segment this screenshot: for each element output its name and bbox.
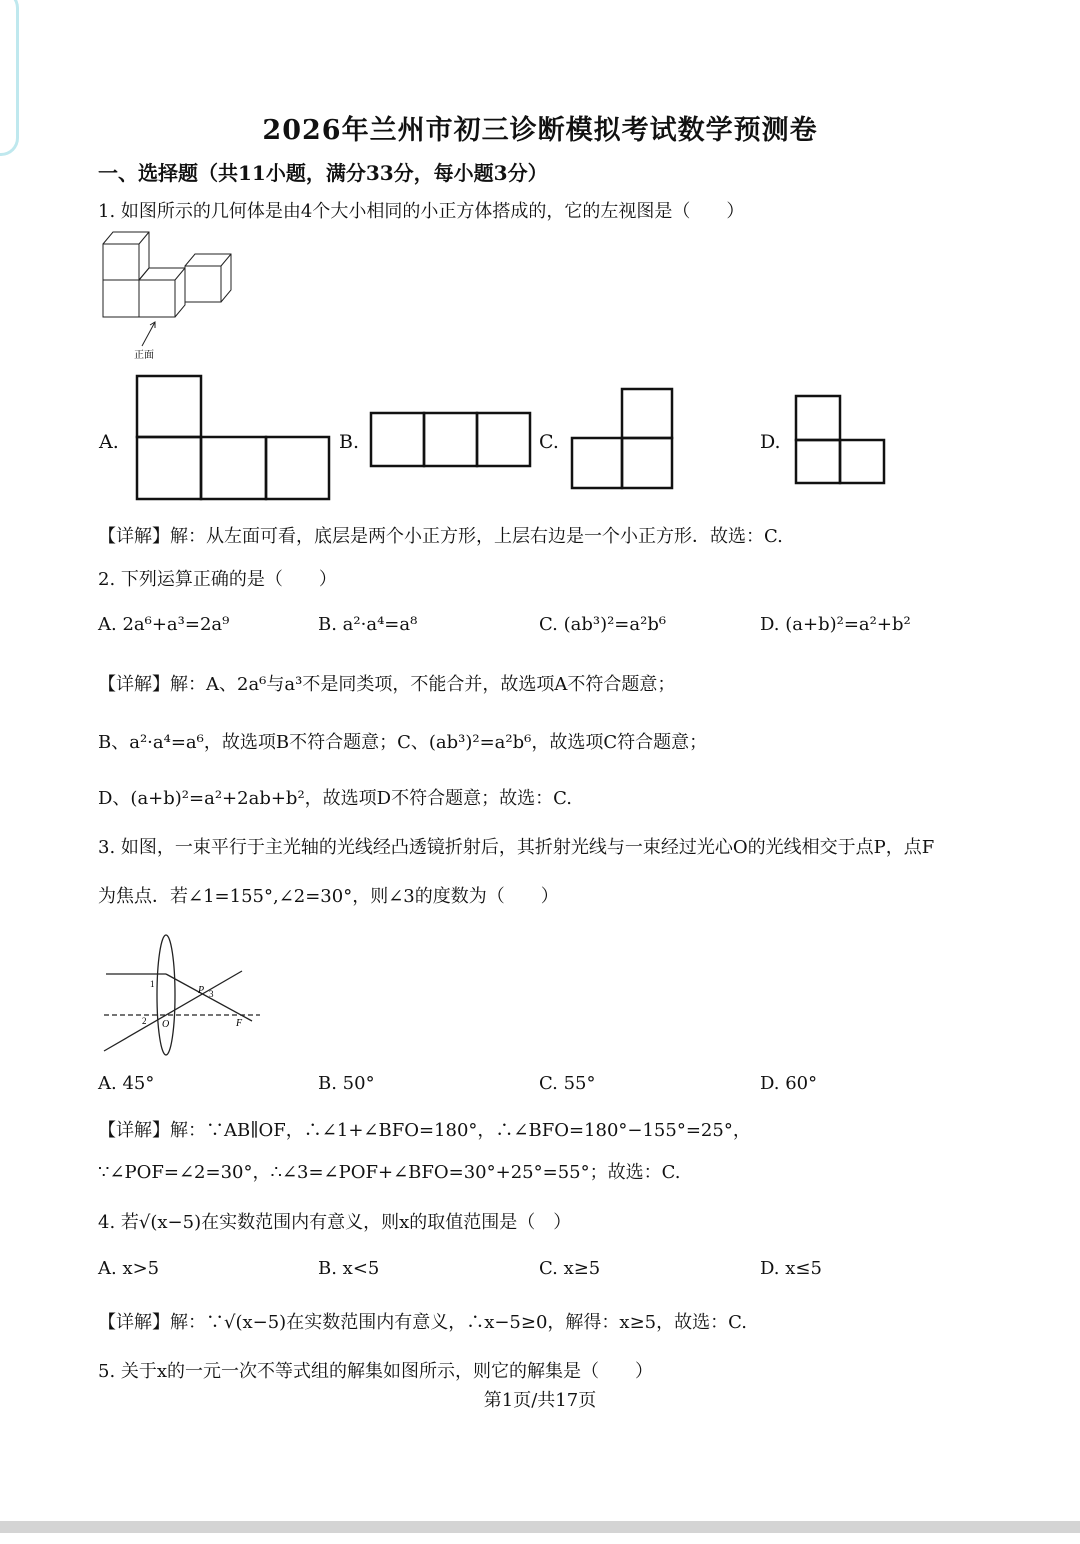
q3-solution-line-2: ∵∠POF=∠2=30°，∴∠3=∠POF+∠BFO=30°+25°=55°；故选：C. (98, 1162, 681, 1183)
q4-option-d: D. x≤5 (760, 1258, 822, 1279)
q3-label-3: 3 (209, 989, 214, 999)
q4-option-a: A. x>5 (98, 1258, 160, 1279)
q3-option-b: B. 50° (318, 1073, 375, 1094)
q2-stem: 2. 下列运算正确的是（ ） (98, 569, 337, 590)
q4-solution: 【详解】解：∵√(x−5)在实数范围内有意义，∴x−5≥0，解得：x≥5，故选：C. (98, 1312, 747, 1333)
q3-option-d: D. 60° (760, 1073, 818, 1094)
q5-stem: 5. 关于x的一元一次不等式组的解集如图所示，则它的解集是（ ） (98, 1361, 654, 1382)
q1-cube-figure (98, 228, 238, 363)
q2-option-b: B. a²·a⁴=a⁸ (318, 614, 418, 635)
q4-option-b: B. x<5 (318, 1258, 380, 1279)
q1-option-b-label: B. (339, 431, 360, 453)
page-title: 2026年兰州市初三诊断模拟考试数学预测卷 (262, 115, 818, 146)
q3-option-a: A. 45° (98, 1073, 155, 1094)
q3-label-p: P (198, 985, 205, 996)
q1-option-c-label: C. (539, 431, 559, 453)
q3-label-1: 1 (150, 979, 155, 989)
q1-stem: 1. 如图所示的几何体是由4个大小相同的小正方体搭成的，它的左视图是（ ） (98, 201, 745, 222)
section-heading: 一、选择题（共11小题，满分33分，每小题3分） (98, 161, 548, 185)
q1-option-d-label: D. (760, 431, 781, 453)
q3-option-c: C. 55° (539, 1073, 596, 1094)
q2-solution-line-1: 【详解】解：A、2a⁶与a³不是同类项，不能合并，故选项A不符合题意； (98, 674, 676, 695)
q3-label-o: O (162, 1019, 170, 1030)
q3-label-f: F (236, 1018, 243, 1029)
q3-stem-line-2: 为焦点．若∠1=155°,∠2=30°，则∠3的度数为（ ） (98, 886, 559, 907)
q1-option-a-label: A. (99, 431, 119, 453)
q1-solution: 【详解】解：从左面可看，底层是两个小正方形，上层右边是一个小正方形．故选：C. (98, 526, 783, 547)
q4-stem: 4. 若√(x−5)在实数范围内有意义，则x的取值范围是（ ） (98, 1212, 572, 1233)
bottom-scrollbar[interactable] (0, 1521, 1080, 1533)
q2-option-a: A. 2a⁶+a³=2a⁹ (98, 614, 230, 635)
q1-option-c-figure (569, 387, 675, 491)
q3-stem-line-1: 3. 如图，一束平行于主光轴的光线经凸透镜折射后，其折射光线与一束经过光心O的光线相交于点P，点F (98, 837, 935, 858)
q4-option-c: C. x≥5 (539, 1258, 601, 1279)
q3-lens-figure (100, 933, 265, 1058)
q3-label-2: 2 (142, 1016, 147, 1026)
q2-option-d: D. (a+b)²=a²+b² (760, 614, 911, 635)
q1-front-label: 正面 (134, 350, 154, 361)
page-footer: 第1页/共17页 (483, 1390, 597, 1411)
q1-option-a-figure (134, 374, 334, 504)
q3-solution-line-1: 【详解】解：∵AB∥OF，∴∠1+∠BFO=180°，∴∠BFO=180°−155°=25°， (98, 1120, 751, 1141)
q2-solution-line-2: B、a²·a⁴=a⁶，故选项B不符合题意；C、(ab³)²=a²b⁶，故选项C符合题意； (98, 732, 708, 753)
q1-option-b-figure (369, 411, 533, 469)
q2-solution-line-3: D、(a+b)²=a²+2ab+b²，故选项D不符合题意；故选：C. (98, 788, 572, 809)
q1-option-d-figure (793, 394, 887, 485)
q2-option-c: C. (ab³)²=a²b⁶ (539, 614, 667, 635)
